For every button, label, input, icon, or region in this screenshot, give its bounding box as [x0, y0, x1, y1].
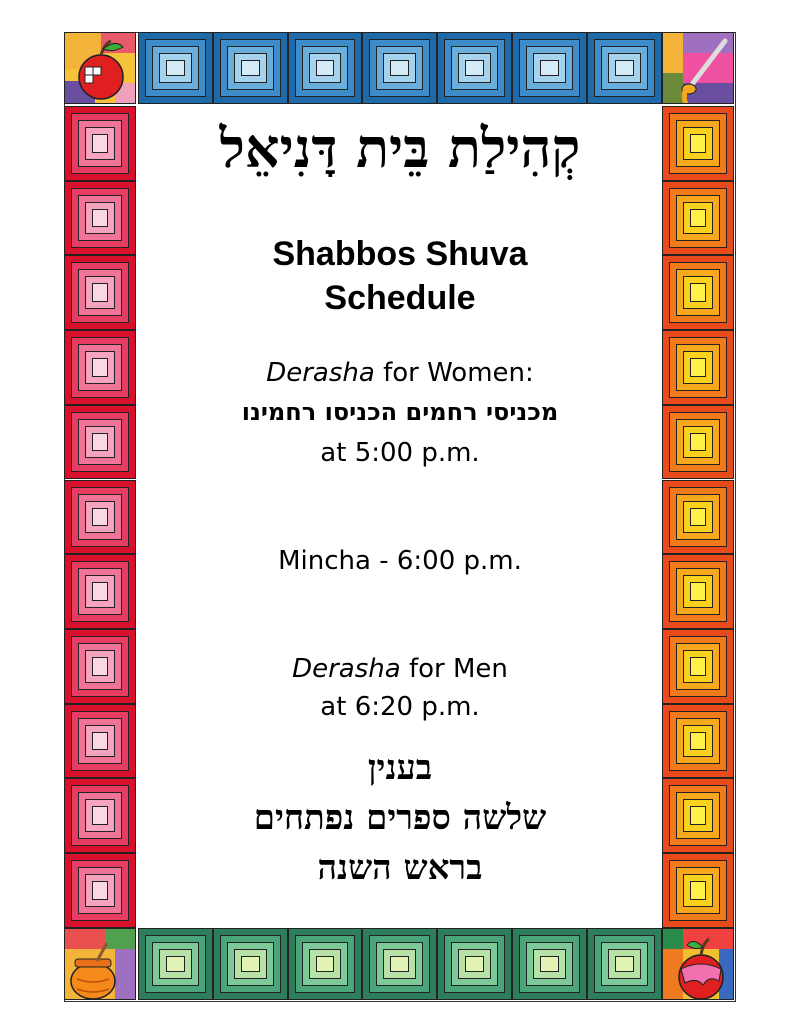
right-border-tile-ring	[690, 283, 706, 302]
right-border-tile-ring	[683, 127, 713, 160]
right-border-tile-ring	[669, 113, 727, 174]
flyer-content	[140, 108, 660, 926]
left-border-tile-ring	[78, 344, 122, 391]
left-border-tile-ring	[78, 494, 122, 541]
left-border-tile-ring	[85, 351, 115, 384]
top-border-tile-ring	[220, 39, 281, 97]
left-border-tile-ring	[92, 433, 108, 452]
left-border-tile-ring	[85, 650, 115, 683]
left-border-tile-ring	[78, 269, 122, 316]
right-border-tile-ring	[683, 501, 713, 534]
bottom-border-tile-ring	[220, 935, 281, 993]
bottom-border-tile-ring	[444, 935, 505, 993]
left-border-tile-ring	[71, 785, 129, 846]
bottom-border-tile-ring	[465, 956, 484, 972]
left-border-tile-ring	[78, 643, 122, 690]
bottom-border-tile-ring	[383, 949, 416, 979]
top-border-tile-ring	[444, 39, 505, 97]
left-border-tile-ring	[92, 134, 108, 153]
schedule-title-line2: Schedule	[324, 279, 476, 317]
top-border-tile-ring	[608, 53, 641, 83]
right-border-tile-ring	[690, 508, 706, 527]
right-border-tile-ring	[690, 806, 706, 825]
bottom-border-tile-ring	[608, 949, 641, 979]
left-border-tile	[64, 554, 136, 629]
top-border-tile	[437, 32, 512, 104]
right-border-tile-ring	[676, 568, 720, 615]
left-border-tile	[64, 853, 136, 928]
bottom-border-tile-ring	[145, 935, 206, 993]
left-border-tile	[64, 106, 136, 181]
right-border-tile-ring	[683, 575, 713, 608]
right-border-tile	[662, 106, 734, 181]
left-border-tile-ring	[78, 568, 122, 615]
right-border-tile	[662, 853, 734, 928]
bottom-border-tile-ring	[594, 935, 655, 993]
left-border-tile-ring	[85, 575, 115, 608]
top-border-tile	[587, 32, 662, 104]
top-border-tile	[288, 32, 363, 104]
right-border-tile-ring	[676, 494, 720, 541]
top-border-tile-ring	[390, 60, 409, 76]
right-border-tile-ring	[669, 412, 727, 473]
left-border-tile-ring	[78, 718, 122, 765]
right-border-tile	[662, 554, 734, 629]
men-for-label: for Men	[400, 654, 508, 684]
left-border-tile-ring	[71, 711, 129, 772]
left-border-tile-ring	[92, 582, 108, 601]
right-border-tile	[662, 629, 734, 704]
right-border-tile	[662, 405, 734, 480]
left-border-tile-ring	[92, 209, 108, 228]
top-border-tile-ring	[594, 39, 655, 97]
schedule-title	[140, 232, 660, 320]
schedule-title-line1: Shabbos Shuva	[272, 235, 528, 273]
left-border-tile-ring	[85, 799, 115, 832]
women-derasha-word: Derasha	[266, 358, 375, 388]
top-border-tile-ring	[145, 39, 206, 97]
right-border-tile-ring	[676, 269, 720, 316]
left-border-tile-ring	[85, 426, 115, 459]
top-border-tile-ring	[241, 60, 260, 76]
left-border-tile	[64, 629, 136, 704]
left-border-tile-ring	[92, 283, 108, 302]
topic-line-1: בענין	[367, 748, 433, 788]
top-border-tile-ring	[152, 46, 199, 90]
bottom-border-tile	[138, 928, 213, 1000]
bottom-border-tile	[362, 928, 437, 1000]
right-border-tile-ring	[683, 650, 713, 683]
corner-top-right	[662, 32, 734, 104]
right-border-tile-ring	[690, 358, 706, 377]
bottom-border-tile-ring	[376, 942, 423, 986]
right-border-tile-ring	[669, 188, 727, 249]
top-border-tile	[362, 32, 437, 104]
top-border-tile-ring	[458, 53, 491, 83]
left-border-tile-ring	[71, 113, 129, 174]
top-border-tile	[213, 32, 288, 104]
left-border-tile	[64, 255, 136, 330]
top-border-tile	[138, 32, 213, 104]
left-border-tile-ring	[92, 358, 108, 377]
right-border-tile	[662, 255, 734, 330]
mincha-time: Mincha - 6:00 p.m.	[278, 546, 522, 576]
men-derasha-word: Derasha	[292, 654, 401, 684]
bottom-border-tile-ring	[241, 956, 260, 972]
right-border-tile-ring	[676, 867, 720, 914]
top-border-tile-ring	[309, 53, 342, 83]
men-derasha-line	[140, 654, 660, 684]
bottom-border-tile-ring	[526, 942, 573, 986]
right-border-tile	[662, 480, 734, 555]
right-border-tile-ring	[669, 860, 727, 921]
right-border-tile-ring	[690, 582, 706, 601]
women-for-label: for Women:	[374, 358, 534, 388]
left-border-tile-ring	[78, 867, 122, 914]
bottom-border-tile-ring	[302, 942, 349, 986]
bottom-border-tile-ring	[234, 949, 267, 979]
top-border-tile-ring	[526, 46, 573, 90]
right-border-tile-ring	[690, 881, 706, 900]
bottom-border-tile-ring	[601, 942, 648, 986]
congregation-name: קְהִילַת בֵּית דָּנִיאֵל	[219, 116, 581, 180]
left-border-tile-ring	[78, 195, 122, 242]
left-border-tile-ring	[71, 487, 129, 548]
apple-icon	[65, 33, 136, 104]
left-border-tile-ring	[85, 202, 115, 235]
bottom-border-tile-ring	[615, 956, 634, 972]
right-border-tile-ring	[676, 120, 720, 167]
top-border-tile-ring	[316, 60, 335, 76]
right-border-tile-ring	[683, 351, 713, 384]
honey-spoon-icon	[663, 33, 734, 104]
right-border-tile-ring	[676, 344, 720, 391]
left-border-tile-ring	[92, 806, 108, 825]
right-border-tile	[662, 330, 734, 405]
bottom-border-tile-ring	[458, 949, 491, 979]
left-border-tile-ring	[78, 419, 122, 466]
top-border-tile-ring	[533, 53, 566, 83]
right-border-tile-ring	[690, 134, 706, 153]
right-border-tile-ring	[683, 725, 713, 758]
right-border-tile-ring	[683, 799, 713, 832]
corner-bottom-right	[662, 928, 734, 1000]
left-border-tile-ring	[71, 636, 129, 697]
bottom-border-tile	[437, 928, 512, 1000]
men-time: at 6:20 p.m.	[320, 692, 480, 722]
right-border-tile-ring	[690, 433, 706, 452]
right-border-tile-ring	[683, 276, 713, 309]
honey-pot-icon	[65, 929, 136, 1000]
right-border-tile-ring	[669, 636, 727, 697]
bottom-border-tile-ring	[295, 935, 356, 993]
top-border-tile-ring	[302, 46, 349, 90]
right-border-tile-ring	[683, 202, 713, 235]
bottom-border-tile	[288, 928, 363, 1000]
top-border-tile-ring	[166, 60, 185, 76]
right-border-tile-ring	[690, 657, 706, 676]
left-border-tile-ring	[85, 725, 115, 758]
topic-line-3: בראש השנה	[317, 848, 483, 888]
right-border-tile-ring	[683, 426, 713, 459]
right-border-tile-ring	[676, 195, 720, 242]
left-border-tile	[64, 480, 136, 555]
left-border-tile-ring	[85, 874, 115, 907]
left-border-tile-ring	[78, 792, 122, 839]
bottom-border-tile-ring	[227, 942, 274, 986]
top-border-tile-ring	[383, 53, 416, 83]
honey-apple-icon	[663, 929, 734, 1000]
bottom-border-tile-ring	[451, 942, 498, 986]
bottom-border-tile-ring	[152, 942, 199, 986]
right-border-tile	[662, 778, 734, 853]
women-time: at 5:00 p.m.	[320, 438, 480, 468]
bottom-border-tile	[587, 928, 662, 1000]
top-border-tile-ring	[227, 46, 274, 90]
bottom-border-tile-ring	[369, 935, 430, 993]
topic-line-2: שלשה ספרים נפתחים	[253, 798, 547, 838]
left-border-tile-ring	[92, 508, 108, 527]
left-border-tile-ring	[92, 732, 108, 751]
top-border-tile-ring	[540, 60, 559, 76]
top-border-tile-ring	[376, 46, 423, 90]
right-border-tile-ring	[676, 419, 720, 466]
left-border-tile-ring	[71, 337, 129, 398]
top-border-tile-ring	[369, 39, 430, 97]
left-border-tile-ring	[71, 188, 129, 249]
left-border-tile-ring	[71, 860, 129, 921]
right-border-tile-ring	[669, 711, 727, 772]
bottom-border-tile-ring	[533, 949, 566, 979]
left-border-tile	[64, 405, 136, 480]
left-border-tile-ring	[71, 561, 129, 622]
top-border-tile-ring	[295, 39, 356, 97]
right-border-tile-ring	[690, 732, 706, 751]
right-border-tile-ring	[676, 718, 720, 765]
right-border-tile-ring	[690, 209, 706, 228]
right-border-tile-ring	[676, 643, 720, 690]
corner-bottom-left	[64, 928, 136, 1000]
right-border-tile	[662, 181, 734, 256]
bottom-border-tile-ring	[159, 949, 192, 979]
top-border-tile-ring	[465, 60, 484, 76]
top-border-tile-ring	[451, 46, 498, 90]
bottom-border-tile-ring	[540, 956, 559, 972]
top-border-tile-ring	[159, 53, 192, 83]
right-border-tile-ring	[669, 785, 727, 846]
women-hebrew-topic: מכניסי רחמים הכניסו רחמינו	[241, 398, 559, 426]
left-border-tile	[64, 704, 136, 779]
bottom-border-tile	[512, 928, 587, 1000]
left-border-tile-ring	[78, 120, 122, 167]
left-border-tile-ring	[85, 276, 115, 309]
right-border-tile-ring	[669, 487, 727, 548]
left-border-tile-ring	[92, 657, 108, 676]
top-border-tile-ring	[615, 60, 634, 76]
left-border-tile-ring	[92, 881, 108, 900]
left-border-tile	[64, 330, 136, 405]
bottom-border-tile-ring	[166, 956, 185, 972]
bottom-border-tile-ring	[316, 956, 335, 972]
right-border-tile-ring	[669, 262, 727, 323]
bottom-border-tile	[213, 928, 288, 1000]
left-border-tile-ring	[85, 501, 115, 534]
top-border-tile-ring	[234, 53, 267, 83]
right-border-tile-ring	[676, 792, 720, 839]
top-border-tile	[512, 32, 587, 104]
bottom-border-tile-ring	[390, 956, 409, 972]
left-border-tile	[64, 181, 136, 256]
left-border-tile	[64, 778, 136, 853]
top-border-tile-ring	[601, 46, 648, 90]
corner-top-left	[64, 32, 136, 104]
left-border-tile-ring	[85, 127, 115, 160]
left-border-tile-ring	[71, 262, 129, 323]
top-border-tile-ring	[519, 39, 580, 97]
bottom-border-tile-ring	[309, 949, 342, 979]
right-border-tile-ring	[669, 561, 727, 622]
right-border-tile	[662, 704, 734, 779]
left-border-tile-ring	[71, 412, 129, 473]
women-derasha-line	[140, 358, 660, 388]
bottom-border-tile-ring	[519, 935, 580, 993]
right-border-tile-ring	[669, 337, 727, 398]
right-border-tile-ring	[683, 874, 713, 907]
